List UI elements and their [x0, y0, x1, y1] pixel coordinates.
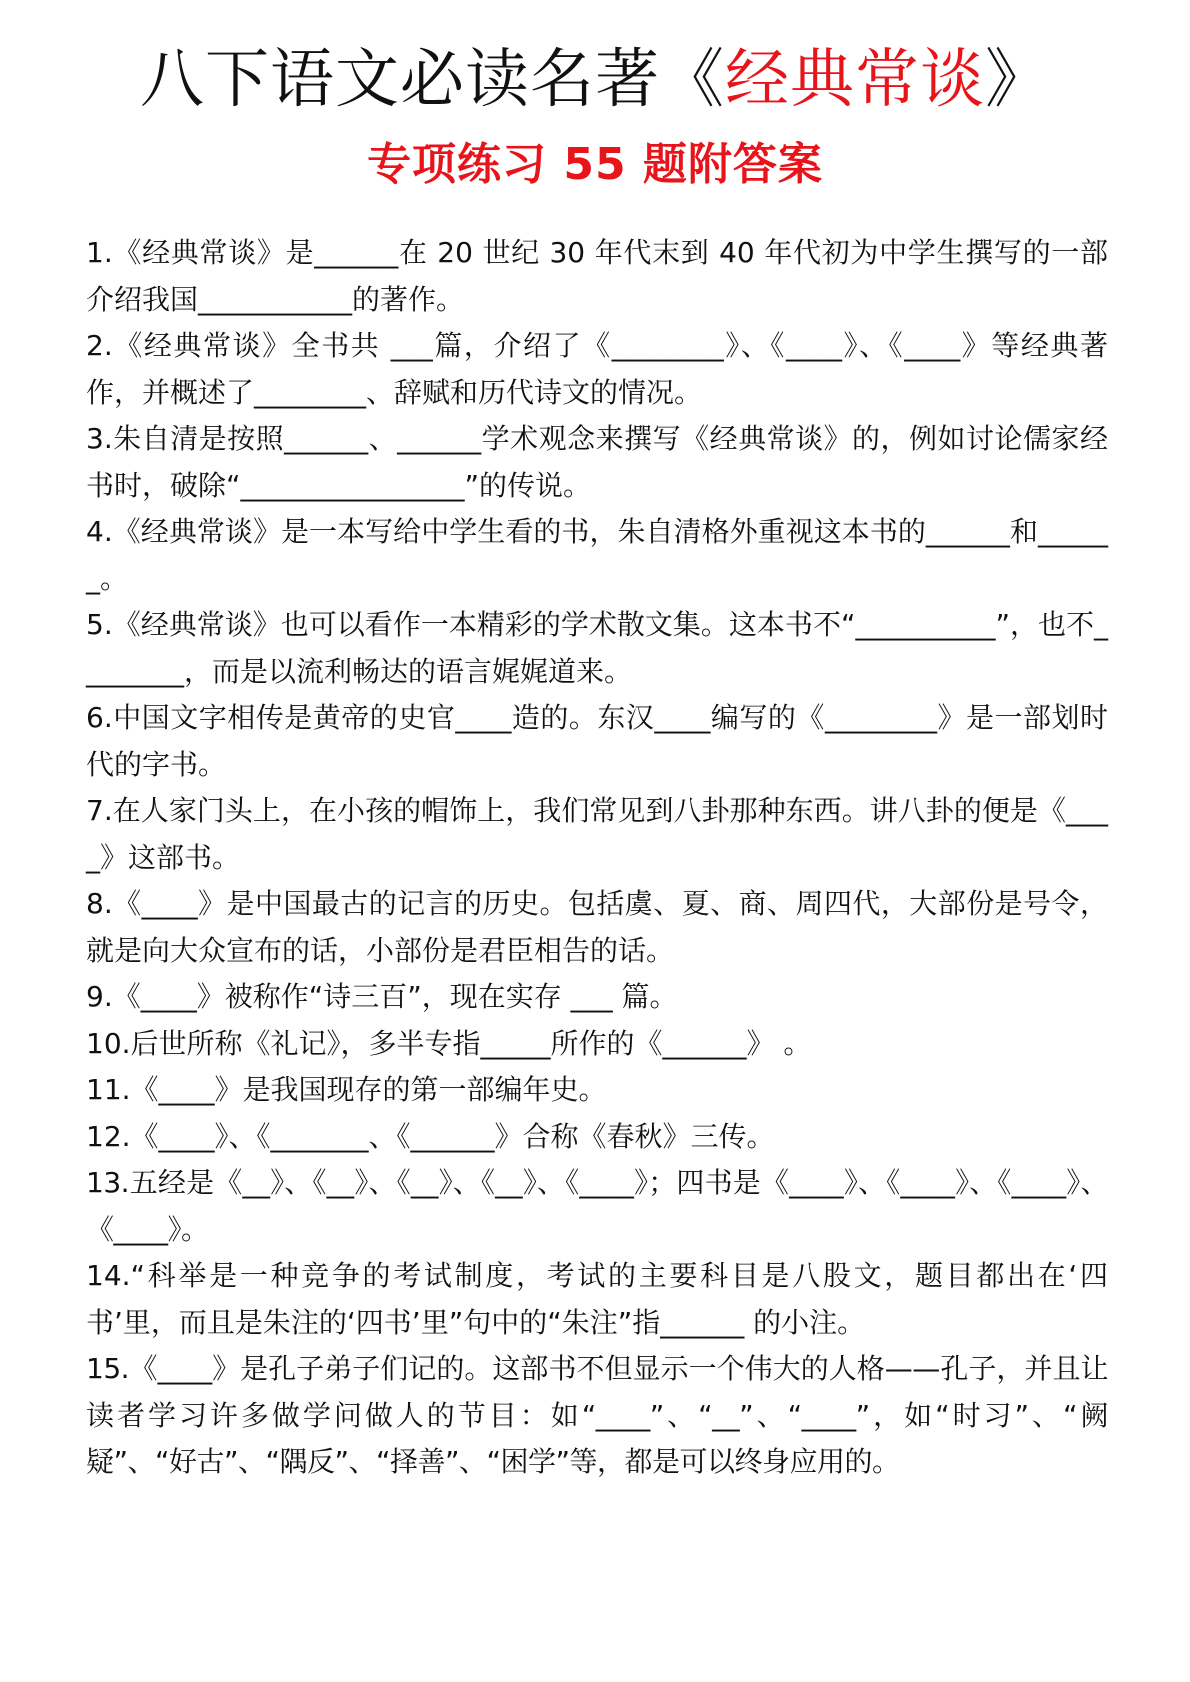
question-item: 2.《经典常谈》全书共 ___篇，介绍了《________》、《____》、《____》等经典著作，并概述了________、辞赋和历代诗文的情况。 [86, 329, 1108, 409]
page-title [0, 40, 1190, 120]
question-item: 7.在人家门头上，在小孩的帽饰上，我们常见到八卦那种东西。讲八卦的便是《____》这部书。 [86, 794, 1108, 874]
question-item: 12.《____》、《_______、《______》合称《春秋》三传。 [86, 1119, 775, 1153]
question-item: 13.五经是《__》、《__》、《__》、《__》、《____》；四书是《____》、《____》、《____》、《____》。 [86, 1166, 1108, 1246]
question-item: 5.《经典常谈》也可以看作一本精彩的学术散文集。这本书不“__________”，也不________，而是以流利畅达的语言娓娓道来。 [86, 608, 1108, 688]
question-item: 3.朱自清是按照______、______学术观念来撰写《经典常谈》的，例如讨论儒家经书时，破除“________________”的传说。 [86, 422, 1108, 502]
question-item: 4.《经典常谈》是一本写给中学生看的书，朱自清格外重视这本书的______和______。 [86, 515, 1108, 595]
page-title-book: 经典常谈 [725, 43, 985, 117]
question-item: 11.《____》是我国现存的第一部编年史。 [86, 1073, 607, 1106]
question-item: 8.《____》是中国最古的记言的历史。包括虞、夏、商、周四代，大部份是号令，就是向大众宣布的话，小部份是君臣相告的话。 [86, 887, 1108, 967]
question-item: 10.后世所称《礼记》，多半专指_____所作的《______》 。 [86, 1026, 812, 1060]
page-title-main: 八下语文必读名著《 [140, 43, 725, 117]
question-item: 14.“科举是一种竞争的考试制度，考试的主要科目是八股文，题目都出在‘四书’里，而且是朱注的‘四书’里”句中的“朱注”指______ 的小注。 [86, 1259, 1108, 1339]
question-item: 1.《经典常谈》是______在 20 世纪 30 年代末到 40 年代初为中学生撰写的一部介绍我国___________的著作。 [86, 236, 1108, 316]
question-item: 9.《____》被称作“诗三百”，现在实存 ___ 篇。 [86, 980, 678, 1013]
question-list [86, 230, 1108, 1486]
question-item: 6.中国文字相传是黄帝的史官____造的。东汉____编写的《________》是一部划时代的字书。 [86, 701, 1108, 781]
question-item: 15.《____》是孔子弟子们记的。这部书不但显示一个伟大的人格——孔子，并且让读者学习许多做学问做人的节目：如“____”、“__”、“____”，如“时习”、“阙疑”、“好古”、“隅反”、“择善”、“困学”等，都是可以终身应用的。 [86, 1352, 1108, 1478]
page-subtitle: 专项练习 55 题附答案 [367, 139, 823, 190]
page-title-close: 》 [985, 43, 1050, 117]
